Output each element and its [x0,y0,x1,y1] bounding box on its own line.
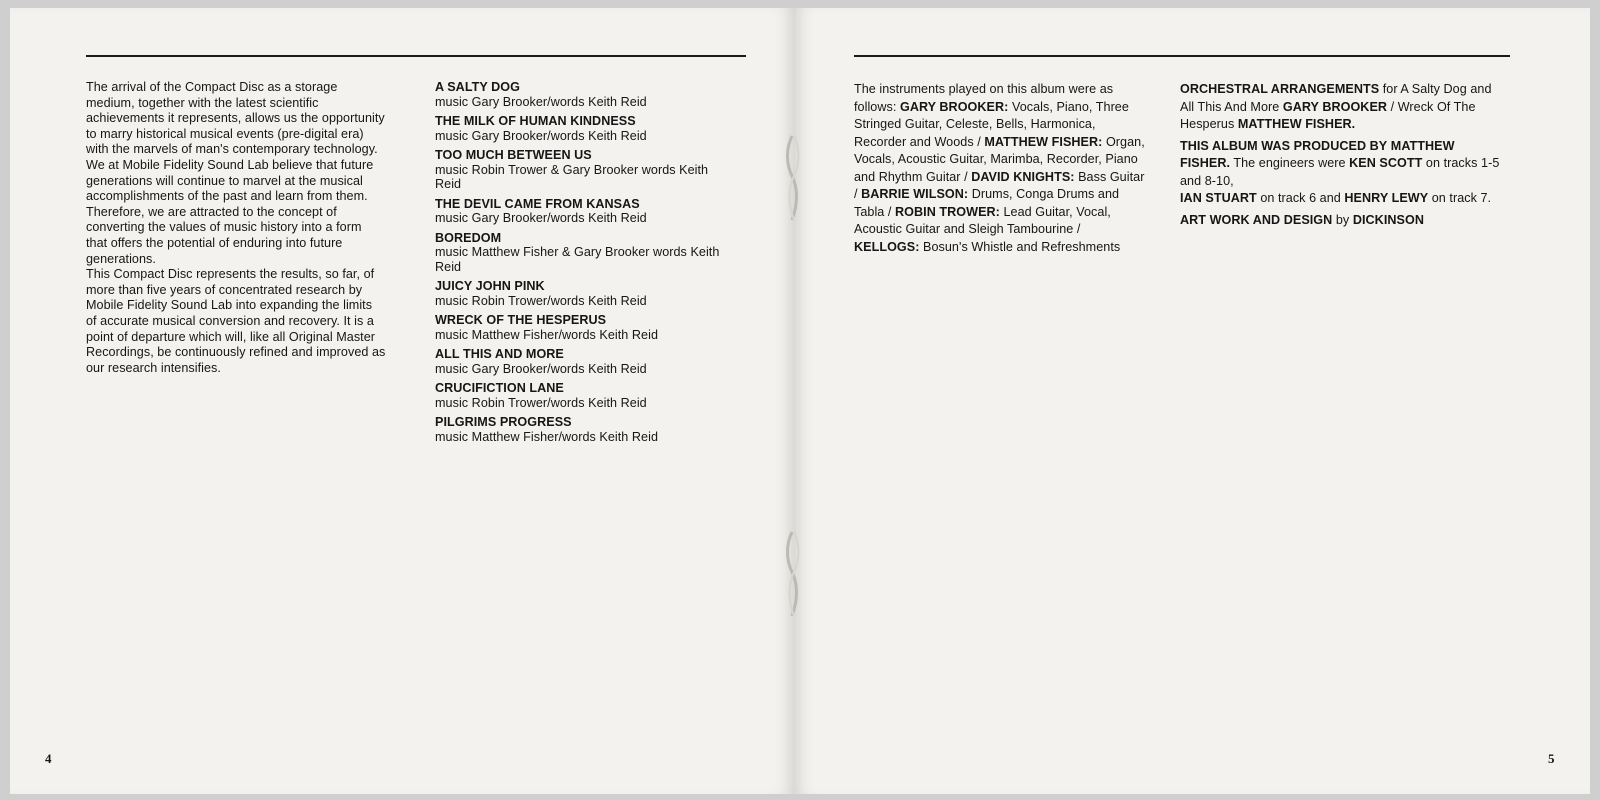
booklet-spread [10,8,1590,794]
member-name: KELLOGS: [854,239,920,254]
track-item [435,148,725,192]
member-instruments: Bosun's Whistle and Refreshments [923,239,1121,254]
track-item [435,197,725,226]
intro-paragraph-1: The arrival of the Compact Disc as a storage medium, together with the latest scientific achievements it represents, allows us the opportunity to marry historical musical events (pre-digital era) with the marvels of man's contemporary technology. We at Mobile Fidelity Sound Lab believe that future generations will continue to marvel at the musical accomplishments of the past and learn from them. Therefore, we are attracted to the concept of converting the values of music history into a form that offers the potential of enduring into future generations. [86,80,385,266]
produced-label: THIS ALBUM WAS PRODUCED BY [1180,138,1388,153]
track-credit: music Matthew Fisher & Gary Brooker words Keith Reid [435,245,720,274]
member-name: GARY BROOKER: [899,99,1009,114]
track-item [435,381,725,410]
engineer-tracks: on track 6 and [1260,191,1341,205]
track-credit: music Gary Brooker/words Keith Reid [435,211,647,225]
track-title: THE MILK OF HUMAN KINDNESS [435,114,636,128]
instruments-text [854,81,1146,256]
track-item [435,415,725,444]
member-instruments: Organ, Vocals, Acoustic Guitar, Marimba, Recorder, Piano and Rhythm Guitar [854,134,1145,184]
separator: / [960,169,972,184]
track-credit: music Matthew Fisher/words Keith Reid [435,327,659,342]
track-credit: music Robin Trower/words Keith Reid [435,293,647,308]
separator: / [973,134,985,149]
separator: / [884,204,896,219]
top-rule [86,55,746,57]
track-item [435,347,725,376]
separator: / [1073,222,1081,236]
credits-text [1180,81,1500,233]
track-credit: music Matthew Fisher/words Keith Reid [435,429,659,444]
producer-credit [1180,138,1500,208]
intro-text [86,80,386,376]
track-title: CRUCIFICTION LANE [435,381,564,395]
page-number: 4 [45,751,52,766]
instruments-intro: The instruments played on this album were as follows: [854,82,1114,114]
track-credit: music Gary Brooker/words Keith Reid [435,128,647,143]
track-title: WRECK OF THE HESPERUS [435,313,607,327]
engineer-name: IAN STUART [1180,191,1257,205]
track-credit: music Robin Trower & Gary Brooker words Keith Reid [435,162,709,191]
artwork-credit [1180,212,1500,230]
page-number: 5 [1548,751,1555,766]
orchestral-text: for A Salty Dog and All This And More [1180,82,1492,114]
track-list [435,80,725,449]
member-name: BARRIE WILSON: [861,187,969,201]
engineers-text: The engineers were [1233,156,1346,170]
member-instruments: Lead Guitar, Vocal, Acoustic Guitar and Sleigh Tambourine [854,204,1111,236]
arranger-name: GARY BROOKER [1282,99,1388,114]
orchestral-label: ORCHESTRAL ARRANGEMENTS [1180,82,1380,96]
track-title: THE DEVIL CAME FROM KANSAS [435,196,640,211]
track-credit: music Gary Brooker/words Keith Reid [435,94,647,109]
member-instruments: Drums, Conga Drums and Tabla [854,187,1120,219]
right-page [794,8,1590,794]
engineer-tracks: on tracks 1-5 and 8-10, [1180,156,1500,188]
left-page [10,8,794,794]
intro-paragraph-2: This Compact Disc represents the results, so far, of more than five years of concentrated research by Mobile Fidelity Sound Lab into expanding the limits of accurate musical conversion and recovery. It is a point of departure which will, like all Original Master Recordings, be continuously refined and improved as our research intensifies. [86,267,386,375]
engineer-tracks: on track 7. [1431,191,1492,205]
track-credit: music Gary Brooker/words Keith Reid [435,361,647,376]
member-instruments: Bass Guitar [1078,169,1145,184]
top-rule [854,55,1510,57]
member-name: ROBIN TROWER: [895,204,1000,219]
orchestral-credit [1180,81,1500,134]
orchestral-text: Wreck Of The Hesperus [1180,99,1476,131]
member-name: DAVID KNIGHTS: [971,169,1075,184]
track-title: JUICY JOHN PINK [435,279,545,293]
artwork-label: ART WORK AND DESIGN [1180,212,1333,227]
track-title: A SALTY DOG [435,80,520,94]
track-item [435,114,725,143]
track-credit: music Robin Trower/words Keith Reid [435,395,647,410]
instruments-paragraph [854,81,1146,256]
track-item [435,313,725,342]
track-title: TOO MUCH BETWEEN US [435,148,592,162]
track-item [435,80,725,109]
engineer-name: HENRY LEWY [1344,191,1429,205]
track-title: PILGRIMS PROGRESS [435,415,572,429]
separator: / [1387,99,1398,114]
arranger-name: MATTHEW FISHER. [1237,117,1356,131]
artwork-name: DICKINSON [1352,212,1424,227]
producer-name: MATTHEW FISHER. [1180,138,1455,170]
track-item [435,231,725,275]
engineer-name: KEN SCOTT [1349,156,1423,170]
track-item [435,279,725,308]
member-name: MATTHEW FISHER: [984,134,1103,149]
member-instruments: Vocals, Piano, Three Stringed Guitar, Celeste, Bells, Harmonica, Recorder and Woods [854,99,1129,149]
artwork-by: by [1335,212,1350,227]
separator: / [854,187,862,201]
staple-icon [784,134,804,222]
track-title: ALL THIS AND MORE [435,347,564,361]
track-title: BOREDOM [435,230,502,245]
staple-icon [784,530,804,618]
